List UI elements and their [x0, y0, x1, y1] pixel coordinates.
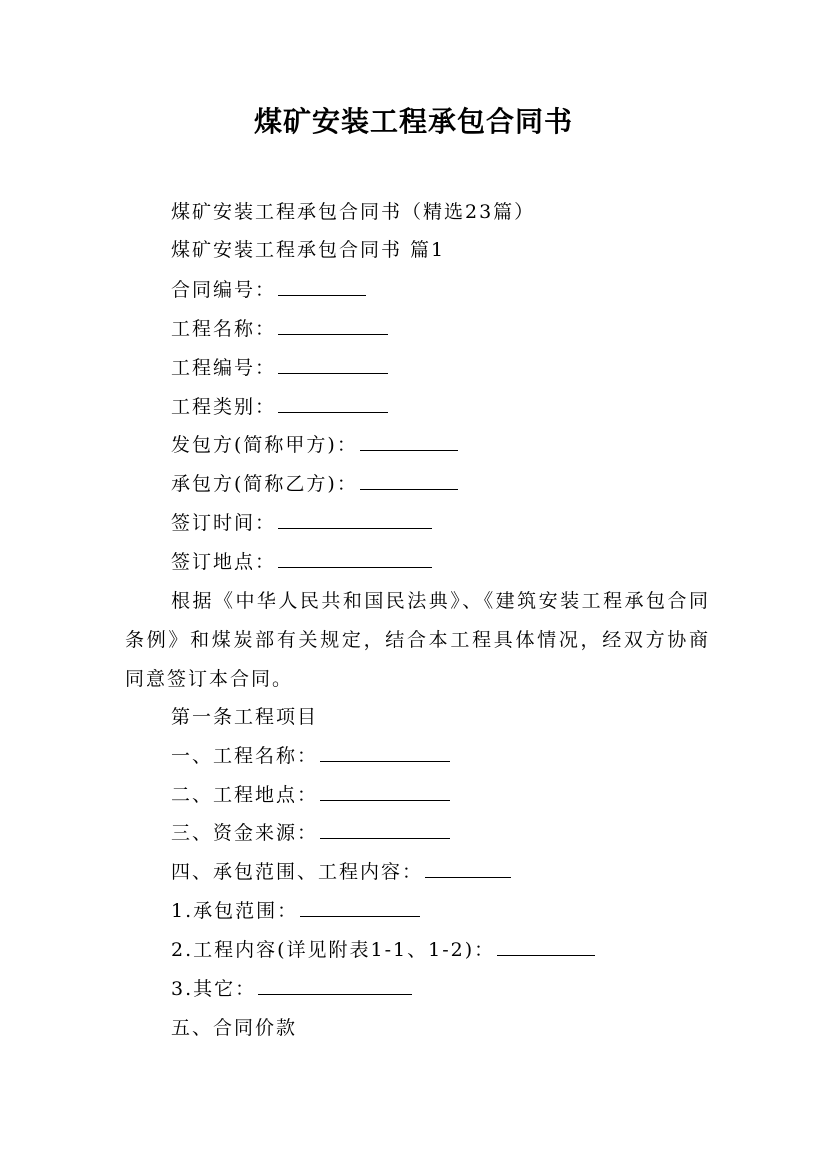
field-party-a: 发包方(简称甲方)： [171, 431, 731, 459]
fill-blank [278, 316, 388, 335]
fill-blank [300, 898, 420, 917]
item-funding-source: 三、资金来源： [171, 819, 731, 847]
item-other: 3.其它： [171, 975, 731, 1003]
fill-blank [320, 782, 450, 801]
preamble-paragraph: 根据《中华人民共和国民法典》、《建筑安装工程承包合同条例》和煤炭部有关规定，结合本工程具体情况，经双方协商同意签订本合同。 [125, 590, 710, 690]
subtitle-line: 煤矿安装工程承包合同书（精选23篇） [171, 201, 536, 223]
fill-blank [360, 471, 458, 490]
fill-blank [278, 549, 432, 568]
item-project-location: 二、工程地点： [171, 781, 731, 809]
item-content: 2.工程内容(详见附表1-1、1-2)： [171, 936, 731, 964]
item-contract-price: 五、合同价款 [171, 1017, 298, 1039]
fill-blank [278, 277, 366, 296]
fill-blank [278, 355, 388, 374]
fill-blank [320, 820, 450, 839]
section-heading: 煤矿安装工程承包合同书 篇1 [171, 239, 446, 261]
field-sign-place: 签订地点： [171, 548, 731, 576]
fill-blank [360, 432, 458, 451]
fill-blank [258, 976, 412, 995]
document-title: 煤矿安装工程承包合同书 [253, 105, 573, 138]
fill-blank [425, 859, 511, 878]
item-scope-content: 四、承包范围、工程内容： [171, 858, 731, 886]
field-project-name: 工程名称： [171, 315, 731, 343]
fill-blank [278, 394, 388, 413]
field-contract-number: 合同编号： [171, 276, 731, 304]
fill-blank [320, 743, 450, 762]
article-heading: 第一条工程项目 [171, 706, 319, 728]
field-sign-time: 签订时间： [171, 509, 731, 537]
field-project-number: 工程编号： [171, 354, 731, 382]
field-project-category: 工程类别： [171, 393, 731, 421]
fill-blank [278, 510, 432, 529]
fill-blank [497, 937, 595, 956]
item-project-name: 一、工程名称： [171, 742, 731, 770]
item-scope: 1.承包范围： [171, 897, 731, 925]
field-party-b: 承包方(简称乙方)： [171, 470, 731, 498]
